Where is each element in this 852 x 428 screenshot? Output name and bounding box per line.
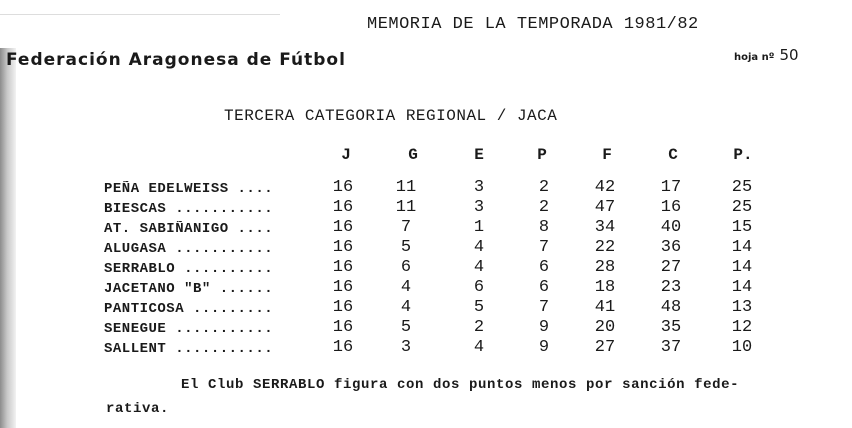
goals-against-cell: 16	[660, 198, 682, 217]
lost-cell: 6	[538, 278, 550, 297]
played-cell: 16	[332, 218, 354, 237]
lost-cell: 7	[538, 238, 550, 257]
table-row	[0, 258, 852, 278]
won-cell: 11	[395, 198, 417, 217]
goals-against-cell: 35	[660, 318, 682, 337]
lost-cell: 9	[538, 338, 550, 357]
goals-for-cell: 20	[594, 318, 616, 337]
team-name: JACETANO "B" ......	[104, 281, 274, 297]
col-header-f: F	[602, 146, 612, 164]
points-cell: 12	[731, 318, 753, 337]
table-row	[0, 338, 852, 358]
sheet-label: hoja nº	[734, 52, 775, 63]
drawn-cell: 1	[473, 218, 485, 237]
goals-for-cell: 22	[594, 238, 616, 257]
points-cell: 14	[731, 278, 753, 297]
points-cell: 14	[731, 238, 753, 257]
points-cell: 13	[731, 298, 753, 317]
team-name: PANTICOSA .........	[104, 301, 274, 317]
table-row	[0, 318, 852, 338]
table-row	[0, 218, 852, 238]
won-cell: 6	[400, 258, 412, 277]
won-cell: 3	[400, 338, 412, 357]
lost-cell: 8	[538, 218, 550, 237]
goals-for-cell: 42	[594, 178, 616, 197]
team-name: ALUGASA ...........	[104, 241, 274, 257]
category-title: TERCERA CATEGORIA REGIONAL / JACA	[224, 107, 558, 125]
col-header-c: C	[668, 146, 678, 164]
played-cell: 16	[332, 258, 354, 277]
played-cell: 16	[332, 338, 354, 357]
federation-name: Federación Aragonesa de Fútbol	[6, 50, 346, 70]
played-cell: 16	[332, 278, 354, 297]
won-cell: 4	[400, 278, 412, 297]
goals-for-cell: 47	[594, 198, 616, 217]
table-row	[0, 198, 852, 218]
goals-for-cell: 34	[594, 218, 616, 237]
team-name: SERRABLO ..........	[104, 261, 274, 277]
won-cell: 7	[400, 218, 412, 237]
drawn-cell: 4	[473, 338, 485, 357]
sheet-value: 50	[779, 46, 799, 64]
won-cell: 5	[400, 318, 412, 337]
played-cell: 16	[332, 318, 354, 337]
goals-against-cell: 17	[660, 178, 682, 197]
points-cell: 25	[731, 198, 753, 217]
played-cell: 16	[332, 198, 354, 217]
drawn-cell: 3	[473, 198, 485, 217]
col-header-pts: P.	[733, 146, 753, 164]
goals-for-cell: 28	[594, 258, 616, 277]
sanction-note-line2: rativa.	[106, 401, 170, 417]
goals-against-cell: 27	[660, 258, 682, 277]
points-cell: 15	[731, 218, 753, 237]
points-cell: 25	[731, 178, 753, 197]
col-header-g: G	[408, 146, 418, 164]
col-header-e: E	[474, 146, 484, 164]
goals-for-cell: 27	[594, 338, 616, 357]
lost-cell: 9	[538, 318, 550, 337]
table-row	[0, 278, 852, 298]
points-cell: 10	[731, 338, 753, 357]
team-name: AT. SABIÑANIGO ....	[104, 221, 274, 237]
drawn-cell: 4	[473, 238, 485, 257]
sanction-note-line1: El Club SERRABLO figura con dos puntos menos por sanción fede-	[181, 377, 740, 393]
table-row	[0, 178, 852, 198]
goals-against-cell: 40	[660, 218, 682, 237]
drawn-cell: 6	[473, 278, 485, 297]
goals-for-cell: 41	[594, 298, 616, 317]
drawn-cell: 3	[473, 178, 485, 197]
document-title: MEMORIA DE LA TEMPORADA 1981/82	[367, 15, 699, 34]
goals-against-cell: 48	[660, 298, 682, 317]
played-cell: 16	[332, 178, 354, 197]
goals-against-cell: 23	[660, 278, 682, 297]
goals-against-cell: 37	[660, 338, 682, 357]
sheet-number	[734, 45, 799, 64]
team-name: BIESCAS ...........	[104, 201, 274, 217]
col-header-p: P	[537, 146, 547, 164]
drawn-cell: 5	[473, 298, 485, 317]
lost-cell: 2	[538, 198, 550, 217]
team-name: PEÑA EDELWEISS ....	[104, 181, 274, 197]
lost-cell: 7	[538, 298, 550, 317]
lost-cell: 2	[538, 178, 550, 197]
played-cell: 16	[332, 298, 354, 317]
drawn-cell: 2	[473, 318, 485, 337]
table-row	[0, 298, 852, 318]
won-cell: 4	[400, 298, 412, 317]
top-rule	[0, 14, 280, 15]
team-name: SENEGUE ...........	[104, 321, 274, 337]
drawn-cell: 4	[473, 258, 485, 277]
lost-cell: 6	[538, 258, 550, 277]
goals-for-cell: 18	[594, 278, 616, 297]
won-cell: 11	[395, 178, 417, 197]
won-cell: 5	[400, 238, 412, 257]
played-cell: 16	[332, 238, 354, 257]
table-row	[0, 238, 852, 258]
team-name: SALLENT ...........	[104, 341, 274, 357]
col-header-j: J	[341, 146, 351, 164]
goals-against-cell: 36	[660, 238, 682, 257]
points-cell: 14	[731, 258, 753, 277]
